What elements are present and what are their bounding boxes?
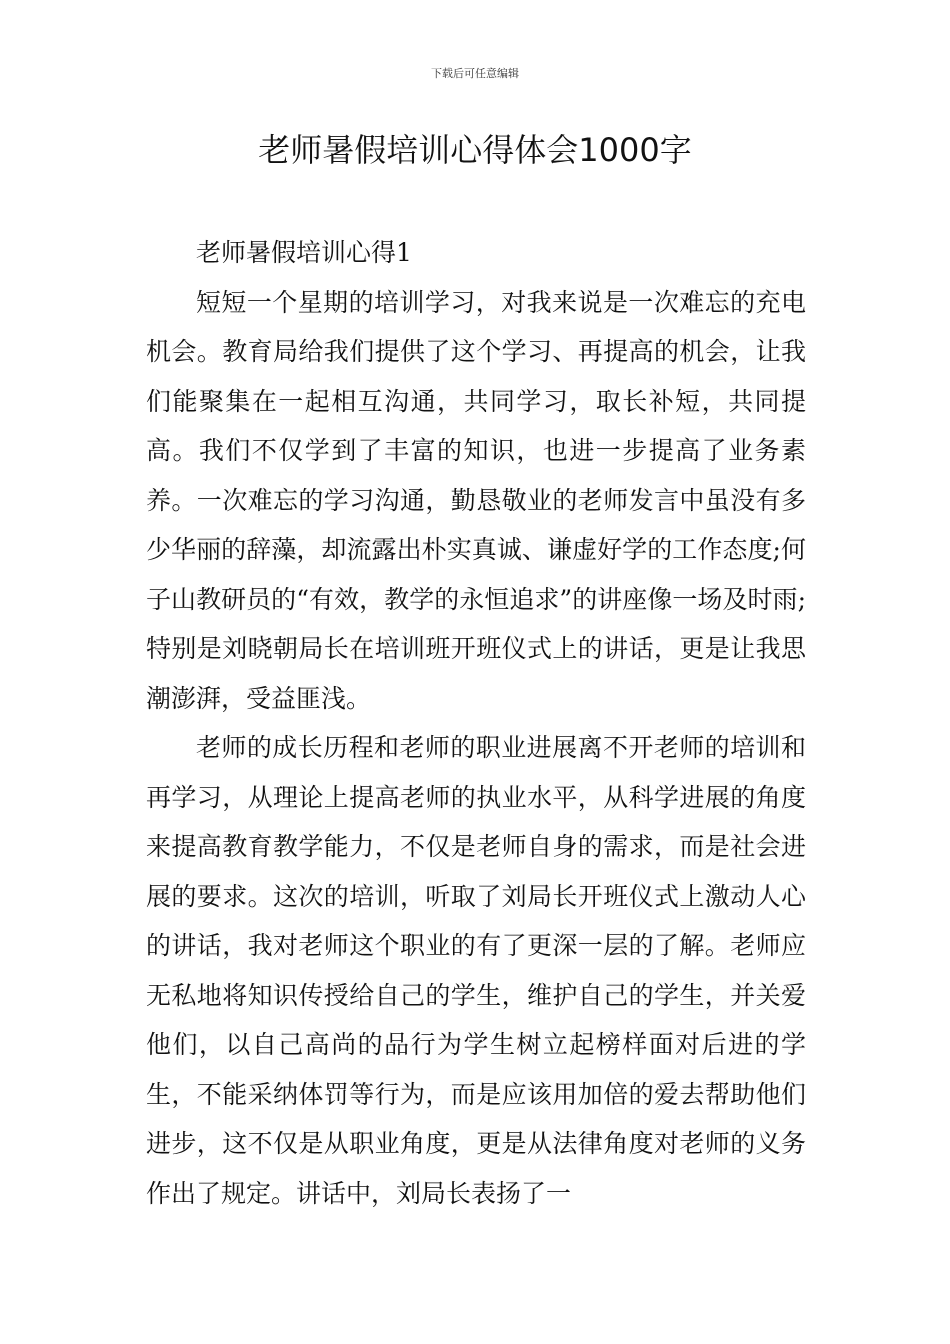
section-subheading: 老师暑假培训心得1 [196, 238, 412, 267]
document-title: 老师暑假培训心得体会1000字 [258, 131, 692, 169]
document-body [146, 228, 806, 1218]
header-note: 下载后可任意编辑 [431, 67, 519, 80]
body-paragraph-1: 短短一个星期的培训学习，对我来说是一次难忘的充电机会。教育局给我们提供了这个学习、再提高的机会，让我们能聚集在一起相互沟通，共同学习，取长补短，共同提高。我们不仅学到了丰富的知识，也进一步提高了业务素养。一次难忘的学习沟通，勤恳敬业的老师发言中虽没有多少华丽的辞藻，却流露出朴实真诚、谦虚好学的工作态度;何子山教研员的“有效，教学的永恒追求”的讲座像一场及时雨;特别是刘晓朝局长在培训班开班仪式上的讲话，更是让我思潮澎湃，受益匪浅。 [146, 287, 806, 713]
body-paragraph-2: 老师的成长历程和老师的职业进展离不开老师的培训和再学习，从理论上提高老师的执业水平，从科学进展的角度来提高教育教学能力，不仅是老师自身的需求，而是社会进展的要求。这次的培训，听取了刘局长开班仪式上激动人心的讲话，我对老师这个职业的有了更深一层的了解。老师应无私地将知识传授给自己的学生，维护自己的学生，并关爱他们，以自己高尚的品行为学生树立起榜样面对后进的学生，不能采纳体罚等行为，而是应该用加倍的爱去帮助他们进步，这不仅是从职业角度，更是从法律角度对老师的义务作出了规定。讲话中，刘局长表扬了一 [146, 733, 806, 1208]
